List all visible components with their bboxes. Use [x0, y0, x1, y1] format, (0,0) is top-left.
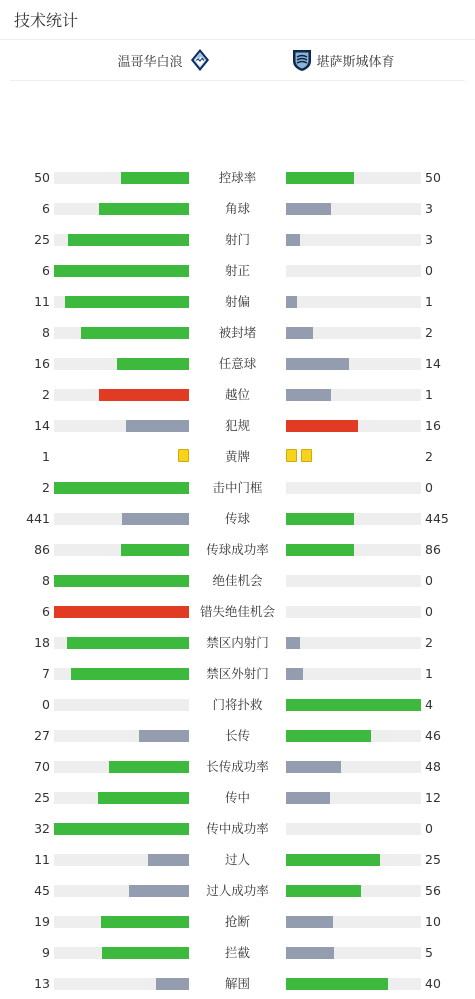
home-stat-bar-fill	[121, 544, 189, 556]
stat-row	[0, 472, 475, 503]
home-stat-bar	[54, 203, 189, 215]
away-stat-bar-fill	[286, 172, 354, 184]
home-stat-value: 6	[42, 201, 50, 216]
away-stat-bar	[286, 296, 421, 308]
away-stat-bar	[286, 172, 421, 184]
away-stat-value: 5	[425, 945, 433, 960]
home-stat-bar	[54, 606, 189, 618]
home-stat-bar-fill	[71, 668, 189, 680]
home-stat-value: 7	[42, 666, 50, 681]
home-stat-bar-fill	[101, 916, 189, 928]
away-stat-bar	[286, 606, 421, 618]
stat-label: 传中	[224, 790, 250, 805]
stat-label: 解围	[224, 976, 250, 991]
away-stat-bar-fill	[286, 668, 303, 680]
home-stat-value: 50	[34, 170, 50, 185]
stat-row	[0, 379, 475, 410]
home-stat-bar	[54, 823, 189, 835]
page-header	[0, 0, 475, 40]
away-stat-bar-fill	[286, 296, 297, 308]
stat-row	[0, 317, 475, 348]
away-stat-bar	[286, 668, 421, 680]
stat-row	[0, 565, 475, 596]
home-stat-value: 1	[42, 449, 50, 464]
stat-row	[0, 906, 475, 937]
stat-label: 抢断	[224, 914, 250, 929]
home-stat-bar-fill	[54, 265, 189, 277]
home-stat-bar	[54, 885, 189, 897]
stat-row	[0, 751, 475, 782]
stat-label: 越位	[224, 387, 250, 402]
stat-row	[0, 534, 475, 565]
home-stat-bar	[54, 234, 189, 246]
home-stat-bar-fill	[117, 358, 189, 370]
home-stat-bar	[54, 978, 189, 990]
away-stat-bar	[286, 389, 421, 401]
away-stat-bar	[286, 978, 421, 990]
away-stat-bar	[286, 203, 421, 215]
stat-row	[0, 813, 475, 844]
stat-label: 拦截	[224, 945, 250, 960]
home-stat-bar	[54, 389, 189, 401]
home-stat-bar	[54, 575, 189, 587]
stat-row	[0, 286, 475, 317]
stat-label: 门将扑救	[212, 697, 263, 712]
stat-label: 被封堵	[218, 325, 257, 340]
yellow-card-icon	[301, 449, 312, 462]
home-stat-bar-fill	[67, 637, 189, 649]
home-stat-bar	[54, 358, 189, 370]
home-stat-bar-fill	[54, 482, 189, 494]
stat-row	[0, 658, 475, 689]
away-stat-value: 0	[425, 604, 433, 619]
away-stat-bar-fill	[286, 978, 388, 990]
away-stat-bar	[286, 327, 421, 339]
stat-row	[0, 255, 475, 286]
stat-label: 犯规	[224, 418, 250, 433]
away-stat-bar	[286, 513, 421, 525]
stat-label: 过人成功率	[206, 883, 269, 898]
stat-label: 控球率	[218, 170, 257, 185]
home-stat-bar-fill	[122, 513, 189, 525]
stat-row	[0, 627, 475, 658]
home-stat-value: 8	[42, 325, 50, 340]
stat-row	[0, 224, 475, 255]
stat-label: 角球	[224, 201, 250, 216]
away-stat-value: 86	[425, 542, 441, 557]
away-stat-bar	[286, 823, 421, 835]
away-yellow-cards	[286, 449, 312, 463]
home-stat-bar-fill	[109, 761, 189, 773]
home-stat-value: 25	[34, 790, 50, 805]
stat-row	[0, 348, 475, 379]
teams-header	[10, 40, 465, 81]
away-stat-value: 40	[425, 976, 441, 991]
home-stat-value: 45	[34, 883, 50, 898]
home-team-name: 温哥华白浪	[117, 54, 183, 70]
home-stat-bar-fill	[148, 854, 189, 866]
away-stat-bar-fill	[286, 637, 300, 649]
home-stat-value: 6	[42, 604, 50, 619]
away-stat-value: 46	[425, 728, 441, 743]
away-stat-value: 4	[425, 697, 433, 712]
away-stat-value: 1	[425, 387, 433, 402]
home-stat-bar	[54, 296, 189, 308]
away-stat-bar-fill	[286, 699, 421, 711]
away-stat-value: 1	[425, 666, 433, 681]
home-stat-value: 2	[42, 480, 50, 495]
home-stat-value: 441	[26, 511, 50, 526]
stat-row	[0, 410, 475, 441]
home-stat-bar	[54, 420, 189, 432]
home-stat-value: 9	[42, 945, 50, 960]
away-stat-bar-fill	[286, 513, 354, 525]
stat-label: 过人	[224, 852, 250, 867]
stat-label: 禁区内射门	[206, 635, 269, 650]
stat-label: 长传	[224, 728, 250, 743]
stat-label: 射门	[224, 232, 250, 247]
stat-label: 射正	[224, 263, 250, 278]
home-stat-value: 19	[34, 914, 50, 929]
away-stat-bar	[286, 854, 421, 866]
home-stat-bar-fill	[54, 606, 189, 618]
home-stat-bar	[54, 668, 189, 680]
home-yellow-cards	[178, 449, 189, 463]
stat-row	[0, 162, 475, 193]
away-stat-bar-fill	[286, 792, 330, 804]
away-stat-bar	[286, 792, 421, 804]
away-stat-bar	[286, 730, 421, 742]
home-stat-bar-fill	[99, 203, 189, 215]
away-stat-bar	[286, 482, 421, 494]
away-stat-value: 3	[425, 201, 433, 216]
away-stat-bar-fill	[286, 203, 331, 215]
yellow-card-icon	[178, 449, 189, 462]
home-stat-value: 8	[42, 573, 50, 588]
stat-label: 传中成功率	[206, 821, 269, 836]
home-stat-value: 11	[34, 294, 50, 309]
away-stat-value: 14	[425, 356, 441, 371]
away-stat-value: 3	[425, 232, 433, 247]
away-stat-bar-fill	[286, 885, 361, 897]
stat-row	[0, 875, 475, 906]
away-stat-bar	[286, 234, 421, 246]
home-stat-value: 27	[34, 728, 50, 743]
away-stat-value: 48	[425, 759, 441, 774]
away-stat-bar-fill	[286, 327, 313, 339]
away-stat-bar	[286, 916, 421, 928]
home-stat-bar	[54, 637, 189, 649]
stat-row	[0, 689, 475, 720]
stat-row	[0, 596, 475, 627]
home-stat-bar-fill	[129, 885, 189, 897]
home-stat-value: 2	[42, 387, 50, 402]
away-stat-bar	[286, 358, 421, 370]
home-stat-bar	[54, 699, 189, 711]
page-title: 技术统计	[14, 11, 79, 30]
away-stat-bar	[286, 699, 421, 711]
home-stat-bar-fill	[65, 296, 189, 308]
home-stat-bar	[54, 854, 189, 866]
home-stat-bar	[54, 761, 189, 773]
home-stat-value: 6	[42, 263, 50, 278]
home-stat-bar-fill	[156, 978, 189, 990]
stat-label: 传球成功率	[206, 542, 269, 557]
home-stat-value: 86	[34, 542, 50, 557]
home-stat-bar	[54, 172, 189, 184]
away-stat-value: 2	[425, 635, 433, 650]
away-stat-bar	[286, 761, 421, 773]
home-stat-bar	[54, 482, 189, 494]
home-stat-bar	[54, 730, 189, 742]
stat-label: 击中门框	[212, 480, 263, 495]
away-stat-bar-fill	[286, 544, 354, 556]
stat-row	[0, 782, 475, 813]
stat-row	[0, 720, 475, 751]
home-stat-value: 14	[34, 418, 50, 433]
home-stat-value: 0	[42, 697, 50, 712]
home-stat-value: 11	[34, 852, 50, 867]
away-stat-bar-fill	[286, 358, 349, 370]
stat-label: 绝佳机会	[212, 573, 263, 588]
away-stat-value: 56	[425, 883, 441, 898]
home-stat-bar-fill	[98, 792, 189, 804]
away-stat-value: 16	[425, 418, 441, 433]
away-stat-bar-fill	[286, 854, 380, 866]
stat-row	[0, 441, 475, 472]
home-stat-value: 18	[34, 635, 50, 650]
home-stat-bar	[54, 265, 189, 277]
stat-row	[0, 937, 475, 968]
away-stat-bar-fill	[286, 234, 300, 246]
stat-label: 错失绝佳机会	[199, 604, 275, 619]
away-stat-value: 445	[425, 511, 449, 526]
away-stat-value: 25	[425, 852, 441, 867]
home-stat-bar	[54, 544, 189, 556]
away-stat-bar	[286, 885, 421, 897]
away-stat-bar	[286, 544, 421, 556]
home-stat-bar	[54, 327, 189, 339]
home-stat-bar-fill	[126, 420, 189, 432]
home-stat-bar	[54, 947, 189, 959]
away-stat-bar	[286, 637, 421, 649]
home-stat-value: 32	[34, 821, 50, 836]
away-stat-value: 0	[425, 480, 433, 495]
home-stat-bar	[54, 916, 189, 928]
away-stat-value: 12	[425, 790, 441, 805]
stat-label: 禁区外射门	[206, 666, 269, 681]
away-stat-bar	[286, 575, 421, 587]
home-stat-bar-fill	[68, 234, 189, 246]
home-stat-bar	[54, 513, 189, 525]
away-stat-value: 1	[425, 294, 433, 309]
stat-row	[0, 503, 475, 534]
stat-row	[0, 968, 475, 999]
home-stat-bar	[54, 792, 189, 804]
home-stat-value: 25	[34, 232, 50, 247]
away-stat-value: 2	[425, 325, 433, 340]
away-stat-bar-fill	[286, 730, 371, 742]
away-stat-bar	[286, 420, 421, 432]
away-stat-value: 0	[425, 263, 433, 278]
home-stat-bar-fill	[54, 823, 189, 835]
away-stat-value: 0	[425, 573, 433, 588]
home-stat-value: 13	[34, 976, 50, 991]
away-team-name: 堪萨斯城体育	[316, 54, 395, 70]
away-stat-value: 2	[425, 449, 433, 464]
away-stat-value: 10	[425, 914, 441, 929]
away-stat-bar-fill	[286, 761, 341, 773]
home-stat-bar-fill	[99, 389, 189, 401]
away-team[interactable]	[291, 40, 395, 80]
home-stat-value: 70	[34, 759, 50, 774]
yellow-card-icon	[286, 449, 297, 462]
vancouver-whitecaps-crest-icon	[189, 48, 211, 72]
home-stat-bar-fill	[139, 730, 189, 742]
away-stat-value: 0	[425, 821, 433, 836]
home-stat-bar-fill	[121, 172, 189, 184]
stat-label: 黄牌	[224, 449, 250, 464]
home-stat-bar-fill	[102, 947, 189, 959]
stat-label: 传球	[224, 511, 250, 526]
stat-label: 长传成功率	[206, 759, 269, 774]
away-stat-bar	[286, 265, 421, 277]
away-stat-bar-fill	[286, 947, 334, 959]
stat-label: 任意球	[218, 356, 257, 371]
away-stat-bar-fill	[286, 916, 333, 928]
home-stat-bar-fill	[54, 575, 189, 587]
stat-row	[0, 844, 475, 875]
away-stat-value: 50	[425, 170, 441, 185]
sporting-kansas-city-crest-icon	[291, 48, 313, 72]
away-stat-bar-fill	[286, 389, 331, 401]
home-team[interactable]	[117, 40, 210, 80]
home-stat-bar-fill	[81, 327, 189, 339]
home-stat-value: 16	[34, 356, 50, 371]
away-stat-bar-fill	[286, 420, 358, 432]
away-stat-bar	[286, 947, 421, 959]
stat-row	[0, 193, 475, 224]
stat-label: 射偏	[224, 294, 250, 309]
